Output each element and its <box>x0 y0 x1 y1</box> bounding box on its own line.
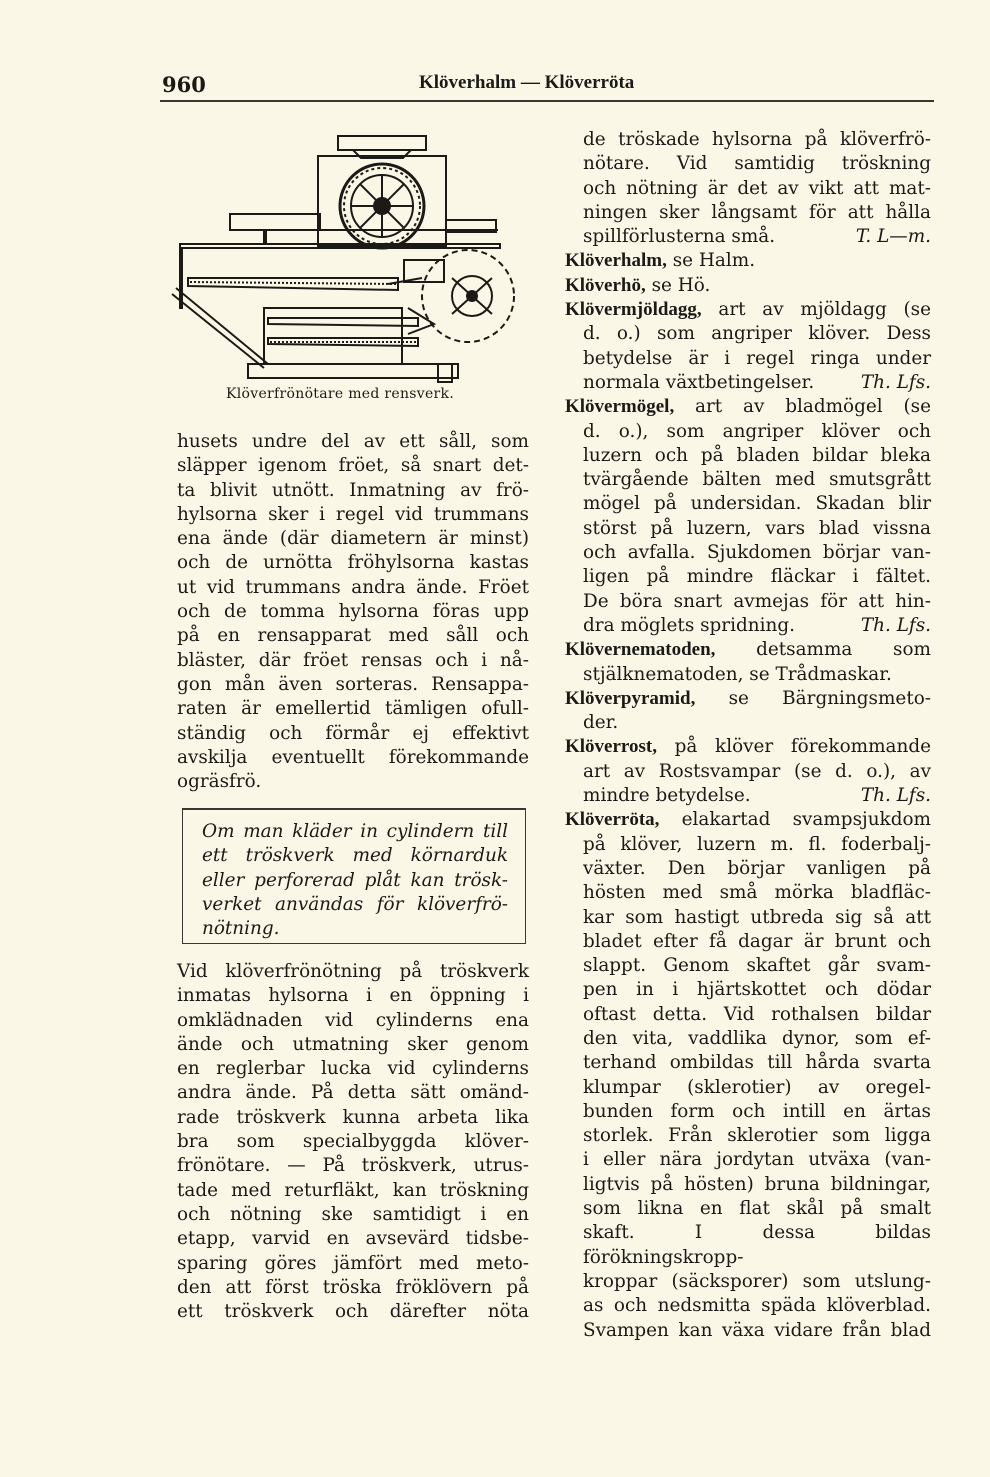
text-line: hylsorna sker i regel vid trummans <box>177 503 529 525</box>
entry-headword: Klöverhalm, <box>565 250 667 272</box>
right-column <box>565 128 931 1343</box>
text-line: gon mån även sorteras. Rensappa- <box>177 673 529 695</box>
text-line: skaft. I dessa bildas förökningskropp- <box>583 1222 931 1268</box>
text-line: andra ände. På detta sätt omänd- <box>177 1082 529 1104</box>
text-line: Klöverrost, på klöver förekommande <box>565 736 931 758</box>
text-line: d. o.), som angriper klöver och <box>583 420 931 442</box>
text-line: storlek. Från sklerotier som ligga <box>583 1125 931 1147</box>
text-line: d. o.) som angriper klöver. Dess <box>583 323 931 345</box>
text-line: omklädnaden vid cylinderns ena <box>177 1009 529 1031</box>
text-line: verket användas för klöverfrö- <box>202 893 508 915</box>
text-line: ta blivit utnött. Inmatning av frö- <box>177 479 529 501</box>
figure-caption: Klöverfrönötare med rensverk. <box>226 386 455 402</box>
text-line: bra som specialbyggda klöver- <box>177 1131 529 1153</box>
text-line: avskilja eventuellt förekommande <box>177 746 529 768</box>
text-line: stjälknematoden, se Trådmaskar. <box>583 663 892 685</box>
text-line: etapp, varvid en avsevärd tidsbe- <box>177 1228 529 1250</box>
entry-headword: Klöverpyramid, <box>565 687 696 709</box>
text-line: växter. Den börjar vanligen på <box>583 857 931 879</box>
entry-headword: Klövermögel, <box>565 396 675 418</box>
text-line: ett tröskverk och därefter nöta <box>177 1301 529 1323</box>
author-signature: Th. Lfs. <box>860 785 931 807</box>
text-line: som likna en flat skål på smalt <box>583 1198 931 1220</box>
text-line: slappt. Genom skaftet går svam- <box>583 955 931 977</box>
text-line: nötare. Vid samtidig tröskning <box>583 153 931 175</box>
entry-klövernematoden <box>565 638 931 687</box>
text-line: hösten med små mörka bladfläc- <box>583 882 931 904</box>
text-line: betydelse är i regel ringa under <box>583 347 931 369</box>
text-line: och nötning är det av vikt att mat- <box>583 177 931 199</box>
text-line: eller perforerad plåt kan trösk- <box>202 869 508 891</box>
text-line: Klöverpyramid, se Bärgningsmeto- <box>565 687 931 709</box>
text-line: och avfalla. Sjukdomen börjar van- <box>583 542 931 564</box>
text-line: bladet efter få dagar är brunt och <box>583 930 931 952</box>
header-rule <box>160 100 934 102</box>
entry-klövermjöldagg <box>565 298 931 395</box>
text-line: och de tomma hylsorna föras upp <box>177 601 529 623</box>
entry-klöverröta <box>565 808 931 1343</box>
text-line: normala växtbetingelser. Th. Lfs. <box>583 371 931 395</box>
text-line: frönötare. — På tröskverk, utrus- <box>177 1155 529 1177</box>
entry-headword: Klöverhö, <box>565 274 646 296</box>
text-line: ligtvis på hösten) bruna bildningar, <box>583 1173 931 1195</box>
entry-klöverpyramid <box>565 687 931 736</box>
text-line: inmatas hylsorna i en öppning i <box>177 985 529 1007</box>
author-signature: Th. Lfs. <box>860 614 931 636</box>
page-number: 960 <box>162 72 206 97</box>
page-header <box>0 68 990 104</box>
tip-box <box>182 808 526 944</box>
text-line: Vid klöverfrönötning på tröskverk <box>177 961 529 982</box>
text-line: ogräsfrö. <box>177 771 262 793</box>
text-line: rade tröskverk kunna arbeta lika <box>177 1106 529 1128</box>
text-line: och de urnötta fröhylsorna kastas <box>177 552 529 574</box>
text-line: ligen på mindre fläckar i fältet. <box>583 566 931 588</box>
author-signature: Th. Lfs. <box>860 371 931 393</box>
entry-headword: Klövermjöldagg, <box>565 299 702 321</box>
text-line: Klövermögel, art av bladmögel (se <box>565 396 931 418</box>
text-line: ett tröskverk med körnarduk <box>202 845 508 867</box>
text-line: Klövermjöldagg, art av mjöldagg (se <box>565 299 931 321</box>
entry-klövermögel <box>565 395 931 638</box>
text-line: ut vid trummans andra ände. Fröet <box>177 576 529 598</box>
text-line: ningen sker långsamt för att hålla <box>583 201 931 223</box>
running-title: Klöverhalm — Klöverröta <box>419 72 635 93</box>
text-line: ständig och förmår ej effektivt <box>177 722 529 744</box>
text-line: störst på luzern, vars blad vissna <box>583 517 931 539</box>
text-line: art av Rostsvampar (se d. o.), av <box>583 760 931 782</box>
entry-klöverhö: Klöverhö, se Hö. <box>565 274 711 296</box>
text-line: den vita, vaddlika dynor, som ef- <box>583 1027 931 1049</box>
text-line: der. <box>583 712 619 734</box>
text-line: ena ände (där diametern är minst) <box>177 528 529 550</box>
text-line: Svampen kan växa vidare från blad <box>583 1319 931 1341</box>
text-line: den att först tröska fröklövern på <box>177 1276 529 1298</box>
text-line: på en rensapparat med såll och <box>177 625 529 647</box>
left-column-paragraph-2 <box>177 960 529 1324</box>
text-line: i eller nära jordytan utväxa (van- <box>583 1149 931 1171</box>
tip-box-text <box>202 820 508 941</box>
text-line: på klöver, luzern m. fl. foderbalj- <box>583 833 931 855</box>
text-line: Klöverröta, elakartad svampsjukdom <box>565 809 931 831</box>
text-line: mögel på undersidan. Skadan blir <box>583 493 931 515</box>
text-line: de tröskade hylsorna på klöverfrö- <box>583 129 931 150</box>
text-line: kar som hastigt utbreda sig så att <box>583 906 931 928</box>
text-line: as och nedsmitta späda klöverblad. <box>583 1295 931 1317</box>
text-line: sparing göres jämfört med meto- <box>177 1252 529 1274</box>
left-column-paragraph-1 <box>177 430 529 794</box>
text-line: oftast detta. Vid rothalsen bildar <box>583 1003 931 1025</box>
clover-huller-illustration <box>168 128 528 408</box>
text-line: och nötning ske samtidigt i en <box>177 1203 529 1225</box>
text-line: luzern och på bladen bildar bleka <box>583 444 931 466</box>
text-line: kroppar (säcksporer) som utslung- <box>583 1270 931 1292</box>
text-line: nötning. <box>202 918 280 940</box>
entry-headword: Klöverrost, <box>565 736 657 758</box>
text-line: husets undre del av ett såll, som <box>177 431 529 452</box>
text-line: en reglerbar lucka vid cylinderns <box>177 1058 529 1080</box>
text-line: tade med returfläkt, kan tröskning <box>177 1179 529 1201</box>
text-line: släpper igenom fröet, så snart det- <box>177 455 529 477</box>
text-line: tvärgående bälten med smutsgrått <box>583 469 931 491</box>
text-line: Klövernematoden, detsamma som <box>565 639 931 661</box>
text-line: bläster, där fröet rensas och i nå- <box>177 649 529 671</box>
text-line: raten är emellertid tämligen ofull- <box>177 698 529 720</box>
entry-continuation <box>565 128 931 249</box>
entry-headword: Klöverröta, <box>565 809 660 831</box>
text-line: pen in i hjärtskottet och dödar <box>583 979 931 1001</box>
text-line: De böra snart avmejas för att hin- <box>583 590 931 612</box>
text-line: bunden form och intill en ärtas <box>583 1100 931 1122</box>
text-line: terhand ombildas till hårda svarta <box>583 1052 931 1074</box>
text-line: dra möglets spridning. Th. Lfs. <box>583 614 931 638</box>
text-line: mindre betydelse. Th. Lfs. <box>583 784 931 808</box>
author-signature: T. L—m. <box>855 226 931 248</box>
text-line: ände och utmatning sker genom <box>177 1033 529 1055</box>
text-line: klumpar (sklerotier) av oregel- <box>583 1076 931 1098</box>
text-line: Om man kläder in cylindern till <box>202 821 508 842</box>
entry-klöverrost <box>565 735 931 808</box>
entry-headword: Klövernematoden, <box>565 639 716 661</box>
entry-klöverhalm: Klöverhalm, se Halm. <box>565 250 756 272</box>
text-line: spillförlusterna små. T. L—m. <box>583 225 931 249</box>
